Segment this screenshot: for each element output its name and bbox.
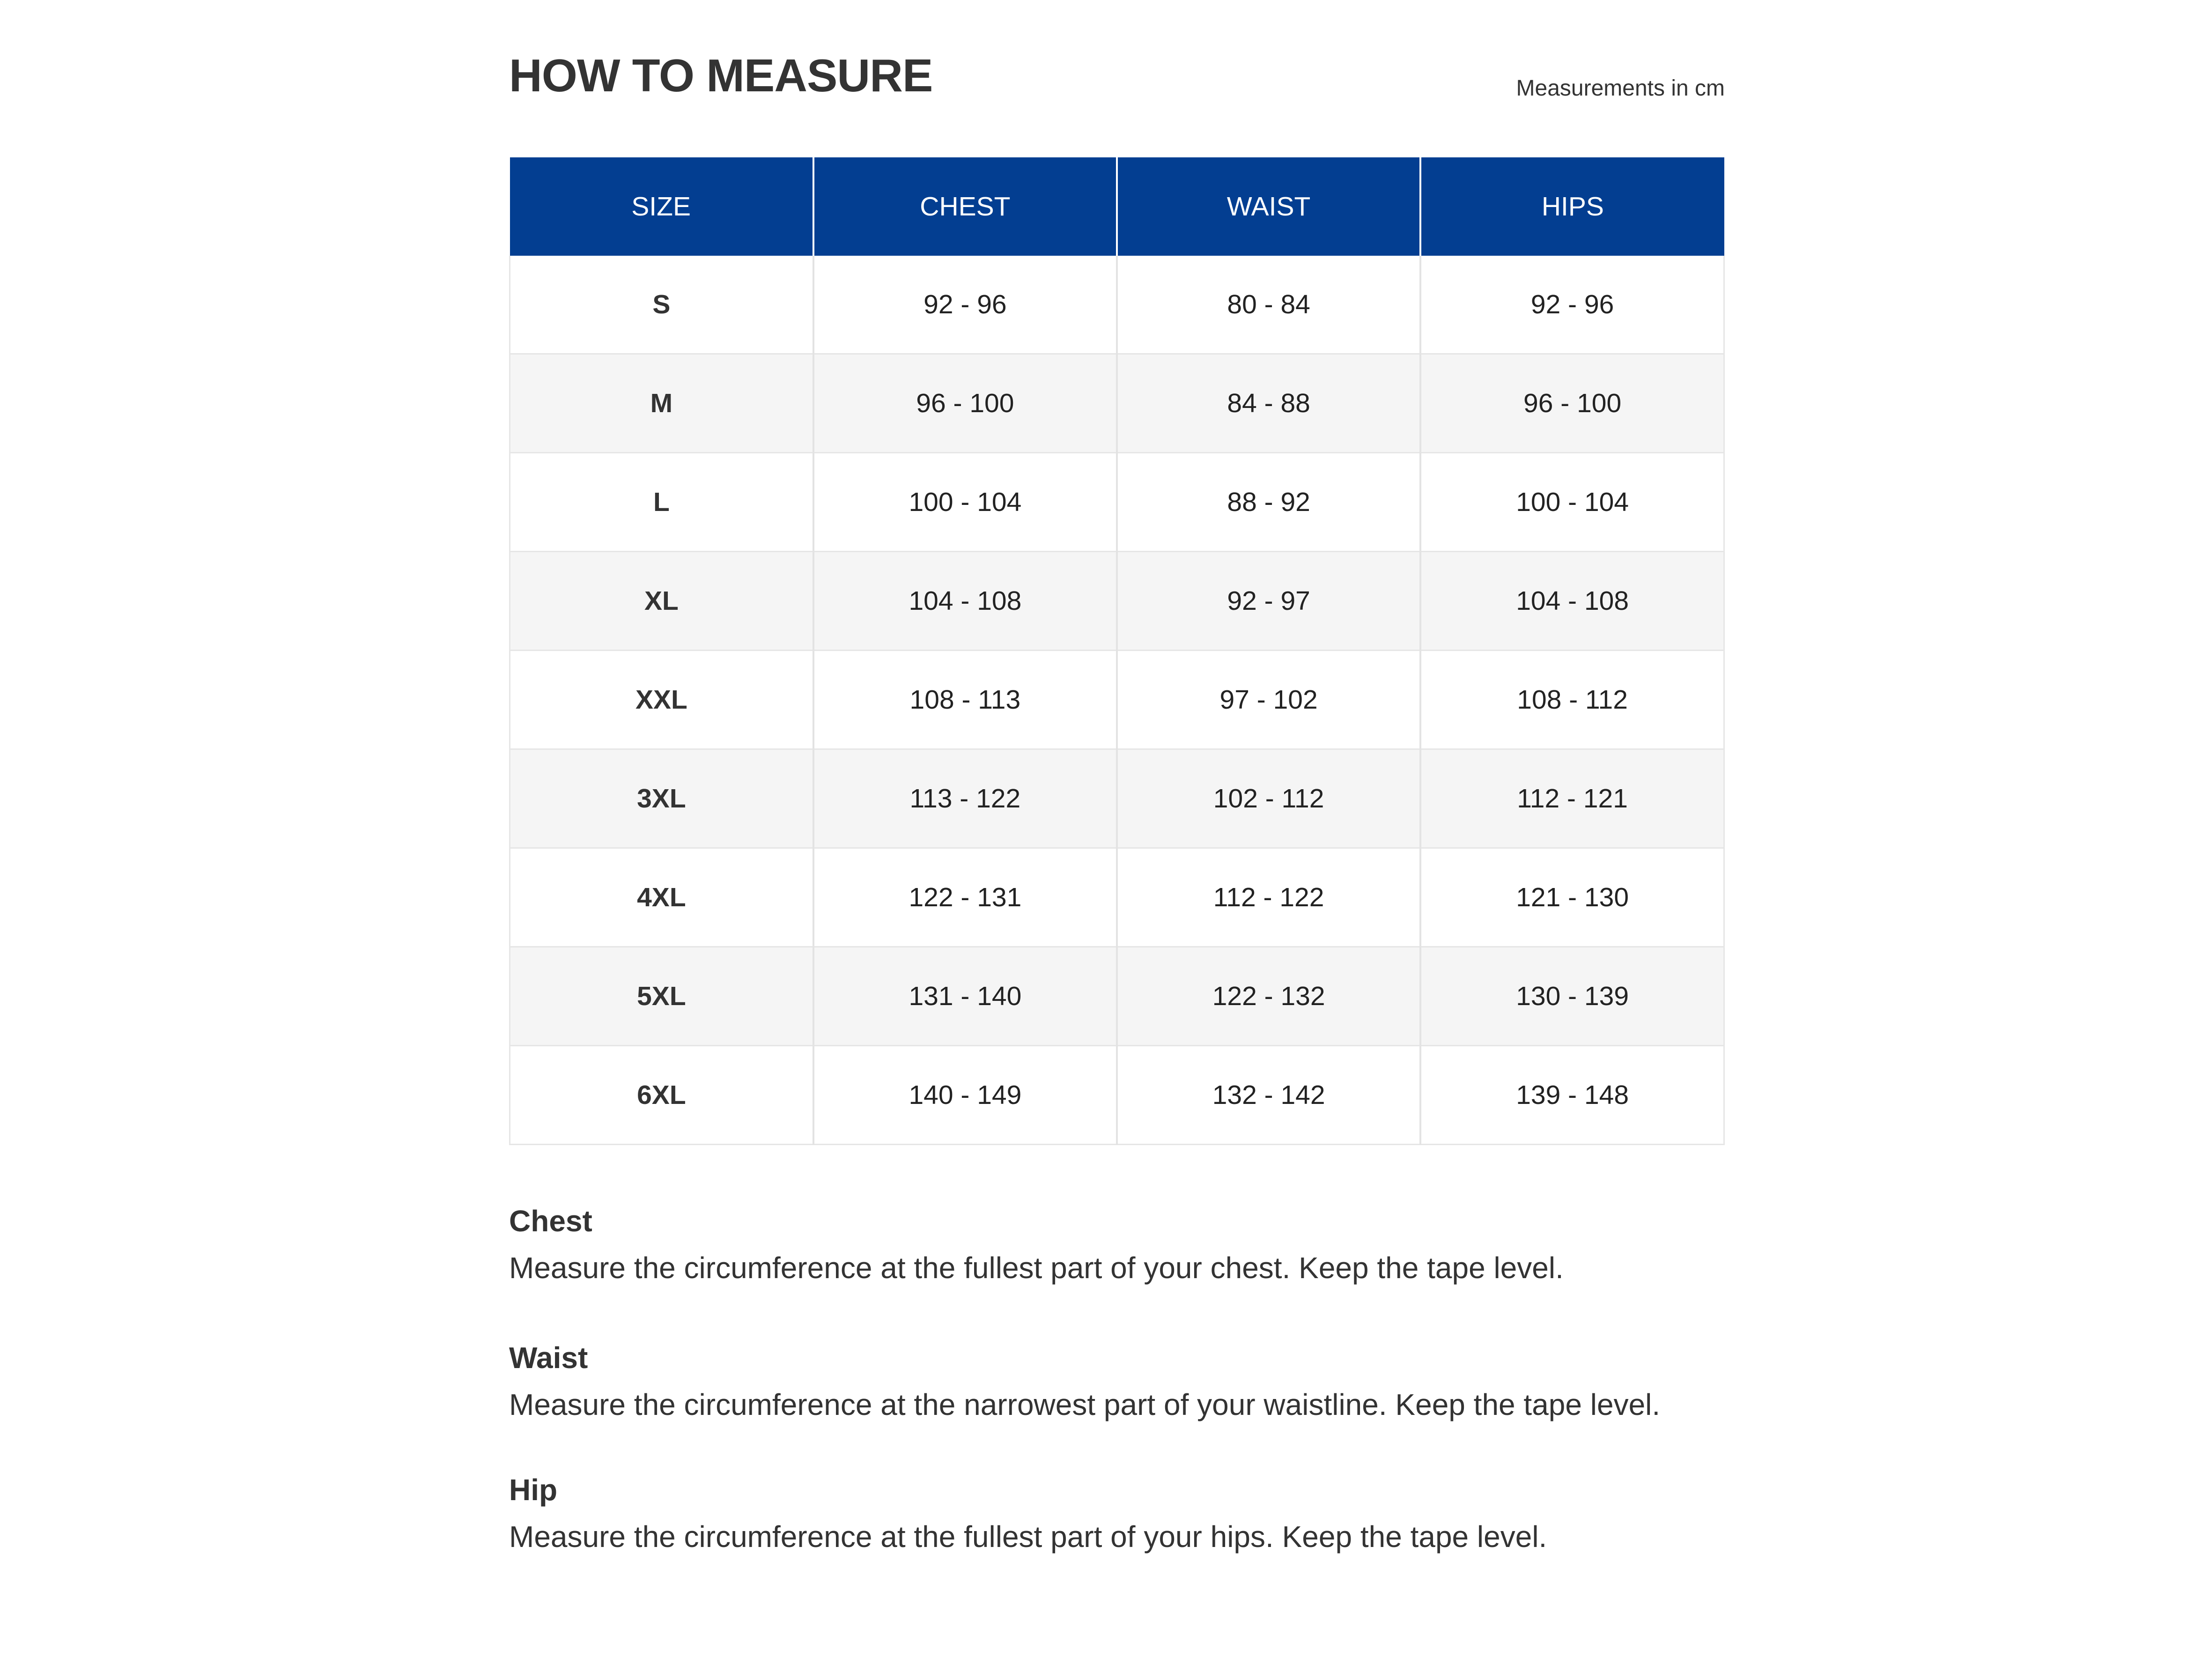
hips-cell: 130 - 139 — [1420, 947, 1724, 1046]
table-row — [510, 947, 1724, 1046]
size-table — [509, 157, 1725, 1145]
waist-cell: 97 - 102 — [1117, 651, 1420, 749]
table-header-row — [510, 157, 1724, 256]
hips-cell: 139 - 148 — [1420, 1046, 1724, 1145]
table-row — [510, 256, 1724, 354]
waist-cell: 112 - 122 — [1117, 848, 1420, 947]
table-row — [510, 651, 1724, 749]
units-note: Measurements in cm — [1516, 76, 1725, 101]
hips-cell: 104 - 108 — [1420, 552, 1724, 651]
guide-text: Measure the circumference at the fullest part of your hips. Keep the tape level. — [509, 1520, 1547, 1554]
size-cell: L — [510, 453, 813, 552]
guide-hip — [509, 1475, 1725, 1552]
guide-text: Measure the circumference at the fullest part of your chest. Keep the tape level. — [509, 1251, 1564, 1285]
hips-cell: 108 - 112 — [1420, 651, 1724, 749]
column-header-chest: CHEST — [813, 157, 1117, 256]
waist-cell: 102 - 112 — [1117, 749, 1420, 848]
chest-cell: 92 - 96 — [813, 256, 1117, 354]
hips-cell: 100 - 104 — [1420, 453, 1724, 552]
column-header-size: SIZE — [510, 157, 813, 256]
guide-text: Measure the circumference at the narrowest part of your waistline. Keep the tape level. — [509, 1388, 1661, 1421]
waist-cell: 84 - 88 — [1117, 354, 1420, 453]
chest-cell: 96 - 100 — [813, 354, 1117, 453]
chest-cell: 140 - 149 — [813, 1046, 1117, 1145]
column-header-waist: WAIST — [1117, 157, 1420, 256]
column-header-hips: HIPS — [1420, 157, 1724, 256]
size-cell: 6XL — [510, 1046, 813, 1145]
chest-cell: 100 - 104 — [813, 453, 1117, 552]
chest-cell: 113 - 122 — [813, 749, 1117, 848]
table-row — [510, 749, 1724, 848]
hips-cell: 96 - 100 — [1420, 354, 1724, 453]
chest-cell: 104 - 108 — [813, 552, 1117, 651]
size-cell: 3XL — [510, 749, 813, 848]
hips-cell: 92 - 96 — [1420, 256, 1724, 354]
table-row — [510, 848, 1724, 947]
guide-heading: Chest — [509, 1204, 592, 1238]
guide-waist — [509, 1343, 1725, 1420]
page-title: HOW TO MEASURE — [509, 50, 933, 101]
size-cell: 4XL — [510, 848, 813, 947]
waist-cell: 88 - 92 — [1117, 453, 1420, 552]
table-row — [510, 453, 1724, 552]
chest-cell: 131 - 140 — [813, 947, 1117, 1046]
table-row — [510, 354, 1724, 453]
size-guide-page — [509, 0, 1725, 1554]
size-cell: 5XL — [510, 947, 813, 1046]
waist-cell: 122 - 132 — [1117, 947, 1420, 1046]
size-cell: XXL — [510, 651, 813, 749]
waist-cell: 80 - 84 — [1117, 256, 1420, 354]
guide-chest — [509, 1206, 1725, 1283]
guide-heading: Hip — [509, 1473, 558, 1507]
size-cell: XL — [510, 552, 813, 651]
table-row — [510, 552, 1724, 651]
page-header — [509, 0, 1725, 155]
hips-cell: 121 - 130 — [1420, 848, 1724, 947]
table-row — [510, 1046, 1724, 1145]
chest-cell: 122 - 131 — [813, 848, 1117, 947]
size-cell: S — [510, 256, 813, 354]
hips-cell: 112 - 121 — [1420, 749, 1724, 848]
waist-cell: 132 - 142 — [1117, 1046, 1420, 1145]
chest-cell: 108 - 113 — [813, 651, 1117, 749]
size-cell: M — [510, 354, 813, 453]
waist-cell: 92 - 97 — [1117, 552, 1420, 651]
guide-heading: Waist — [509, 1341, 588, 1375]
